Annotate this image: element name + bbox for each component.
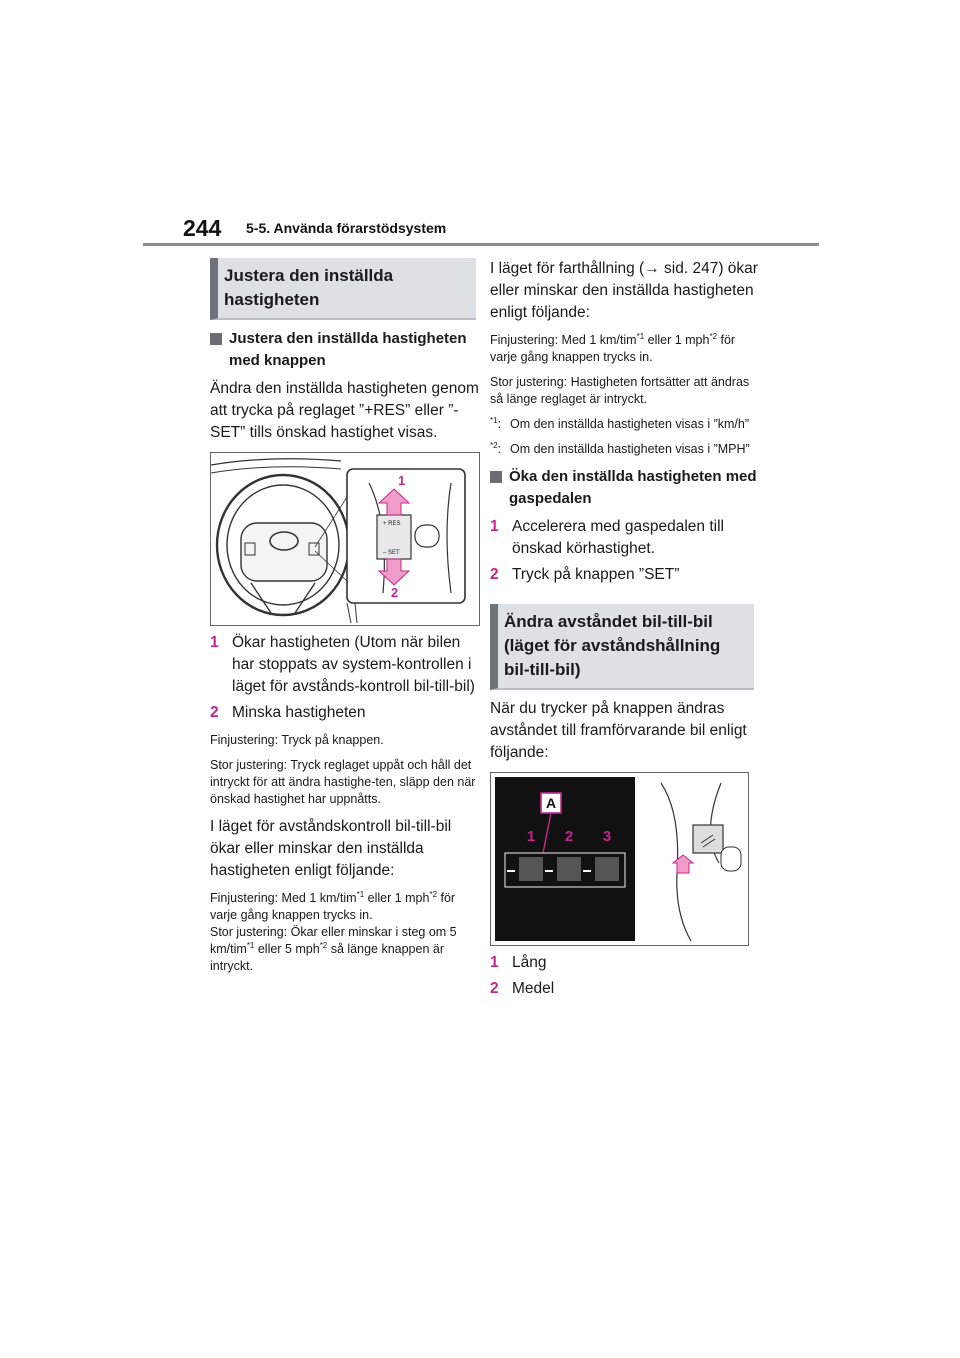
list-item-text: Ökar hastigheten (Utom när bilen har stoppats av system-kontrollen i läget för avstånds-kontroll bil-till-bil) — [232, 634, 475, 695]
distance-button — [693, 825, 723, 853]
list-item — [210, 632, 480, 698]
distance-intro: När du trycker på knappen ändras avståndet till framförvarande bil enligt följande: — [490, 700, 747, 761]
header-divider — [143, 243, 819, 246]
callout-1: 1 — [398, 473, 406, 488]
distance-3-label: 3 — [602, 828, 612, 845]
list-item-number: 2 — [210, 704, 219, 721]
list-item-number: 2 — [490, 566, 499, 583]
constant-speed-intro: I läget för farthållning (→ sid. 247) ökar eller minskar den inställda hastigheten enligt följande: — [490, 260, 758, 321]
subsection-heading-accelerator — [490, 466, 760, 510]
list-item-text: Medel — [512, 980, 555, 997]
footnote-1: $^{*1}$: Om den inställda hastigheten visas i ”km/h” — [490, 415, 749, 431]
list-item — [490, 952, 760, 974]
left-column — [210, 258, 480, 983]
footnote-2: $^{*2}$: Om den inställda hastigheten visas i ”MPH” — [490, 440, 750, 456]
list-item — [210, 702, 480, 724]
constant-coarse: Stor justering: Hastigheten fortsätter att ändras så länge reglaget är intryckt. — [490, 375, 750, 406]
steering-wheel-illustration — [211, 453, 479, 625]
distance-2-label: 2 — [564, 828, 574, 845]
square-bullet-icon — [490, 471, 502, 483]
steering-wheel-figure — [210, 452, 480, 626]
list-item-text: Accelerera med gaspedalen till önskad körhastighet. — [512, 518, 724, 557]
distance-mode-fine: Finjustering: Med 1 km/tim$^{*1}$ eller 1 mph$^{*2}$ för varje gång knappen trycks in. — [210, 889, 456, 922]
coarse-adjust-note: Stor justering: Tryck reglaget uppåt och håll det intryckt för att ändra hastighe-ten, släpp den när önskad hastighet har uppnåtts. — [210, 758, 476, 806]
list-item-number: 2 — [490, 980, 499, 997]
distance-1-label: 1 — [526, 828, 536, 845]
set-label: – SET — [383, 550, 400, 556]
subsection-heading-text: Öka den inställda hastigheten med gaspedalen — [509, 468, 757, 507]
res-label: + RES — [383, 521, 401, 527]
section-heading-adjust-speed: Justera den inställda hastigheten — [210, 258, 476, 320]
fine-adjust-note: Finjustering: Tryck på knappen. — [210, 733, 384, 747]
right-column — [490, 258, 760, 1004]
label-a: A — [545, 795, 557, 811]
page-number: 244 — [183, 215, 222, 241]
section-title-header: 5-5. Använda förarstödsystem — [246, 220, 447, 236]
list-item-number: 1 — [490, 518, 499, 535]
subsection-heading-text: Justera den inställda hastigheten med knappen — [229, 330, 467, 369]
list-item-number: 1 — [490, 954, 499, 971]
distance-mode-intro: I läget för avståndskontroll bil-till-bil ökar eller minskar den inställda hastigheten enligt följande: — [210, 818, 452, 879]
distance-mode-coarse: Stor justering: Ökar eller minskar i steg om 5 km/tim$^{*1}$ eller 5 mph$^{*2}$ så länge knappen är intryckt. — [210, 925, 457, 973]
list-item-text: Lång — [512, 954, 547, 971]
car-medium-icon — [557, 857, 581, 881]
list-item-text: Minska hastigheten — [232, 704, 366, 721]
section-heading-distance: Ändra avståndet bil-till-bil (läget för avståndshållning bil-till-bil) — [490, 604, 754, 690]
list-item — [490, 564, 760, 586]
car-short-icon — [595, 857, 619, 881]
car-long-icon — [519, 857, 543, 881]
distance-illustration — [491, 773, 748, 945]
constant-fine: Finjustering: Med 1 km/tim$^{*1}$ eller 1 mph$^{*2}$ för varje gång knappen trycks in. — [490, 331, 736, 364]
list-item-number: 1 — [210, 634, 219, 651]
callout-2: 2 — [391, 585, 399, 600]
square-bullet-icon — [210, 333, 222, 345]
list-item — [490, 978, 760, 1000]
list-item — [490, 516, 760, 560]
list-item-text: Tryck på knappen ”SET” — [512, 566, 680, 583]
intro-paragraph: Ändra den inställda hastigheten genom att trycka på reglaget ”+RES” eller ”-SET” tills önskad hastighet visas. — [210, 380, 479, 441]
subsection-heading-button — [210, 328, 480, 372]
distance-figure — [490, 772, 749, 946]
